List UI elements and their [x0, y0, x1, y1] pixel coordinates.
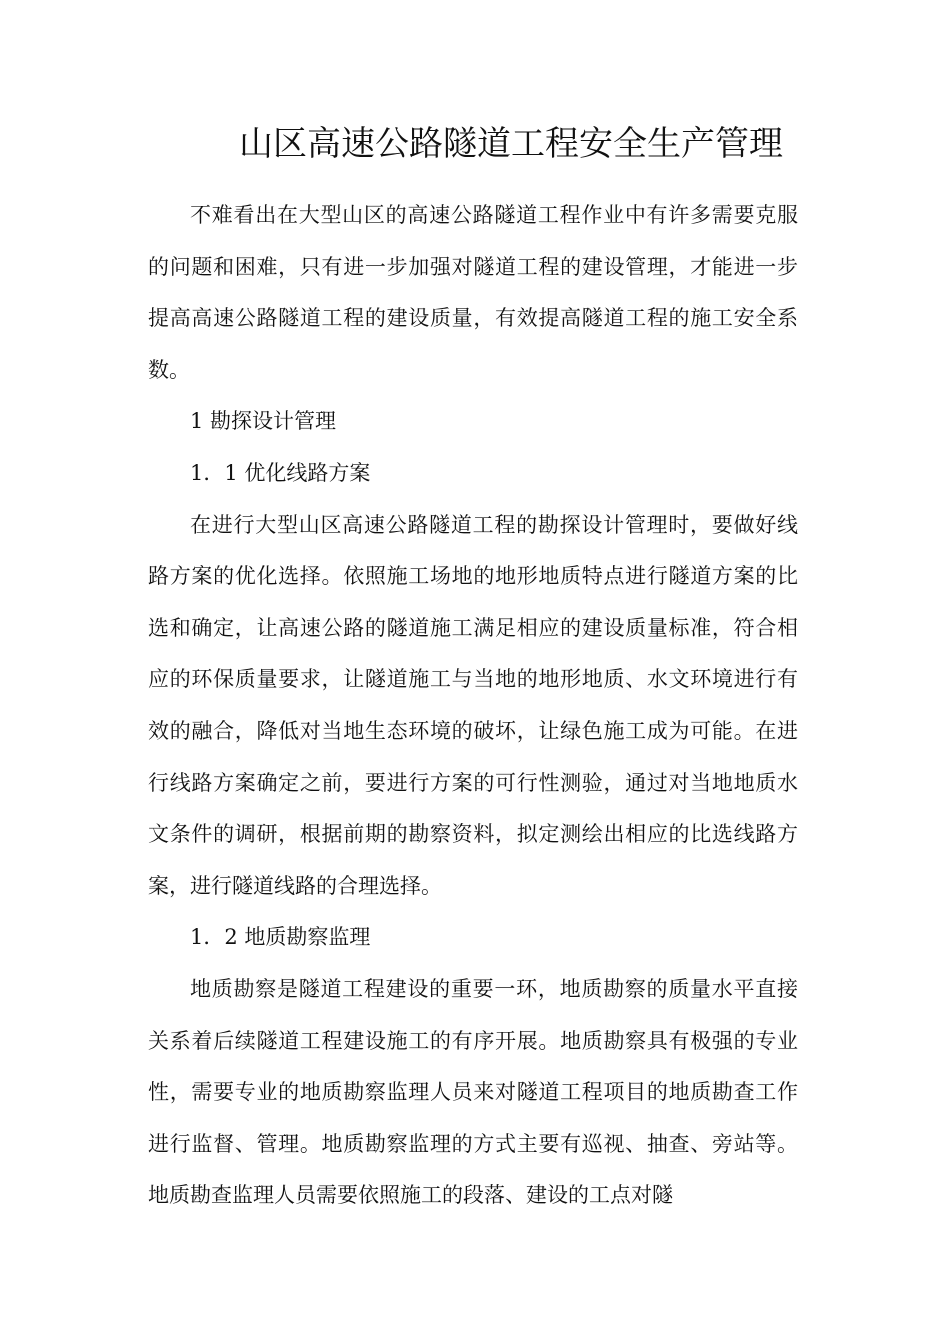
heading-section-1-1: 1．1 优化线路方案	[190, 460, 371, 485]
paragraph-geological-survey: 地质勘察是隧道工程建设的重要一环，地质勘察的质量水平直接关系着后续隧道工程建设施工的有序开展。地质勘察具有极强的专业性，需要专业的地质勘察监理人员来对隧道工程项目的地质勘查工作进行监督、管理。地质勘察监理的方式主要有巡视、抽查、旁站等。地质勘查监理人员需要依照施工的段落、建设的工点对隧	[148, 976, 798, 1208]
document-body	[148, 190, 798, 1222]
document-title: 山区高速公路隧道工程安全生产管理	[239, 124, 783, 164]
heading-section-1: 1 勘探设计管理	[190, 409, 337, 434]
paragraph-route-optimization: 在进行大型山区高速公路隧道工程的勘探设计管理时，要做好线路方案的优化选择。依照施工场地的地形地质特点进行隧道方案的比选和确定，让高速公路的隧道施工满足相应的建设质量标准，符合相应的环保质量要求，让隧道施工与当地的地形地质、水文环境进行有效的融合，降低对当地生态环境的破坏，让绿色施工成为可能。在进行线路方案确定之前，要进行方案的可行性测验，通过对当地地质水文条件的调研，根据前期的勘察资料，拟定测绘出相应的比选线路方案，进行隧道线路的合理选择。	[148, 512, 798, 898]
paragraph-intro: 不难看出在大型山区的高速公路隧道工程作业中有许多需要克服的问题和困难，只有进一步加强对隧道工程的建设管理，才能进一步提高高速公路隧道工程的建设质量，有效提高隧道工程的施工安全系数。	[148, 203, 798, 382]
heading-section-1-2: 1．2 地质勘察监理	[190, 925, 371, 950]
